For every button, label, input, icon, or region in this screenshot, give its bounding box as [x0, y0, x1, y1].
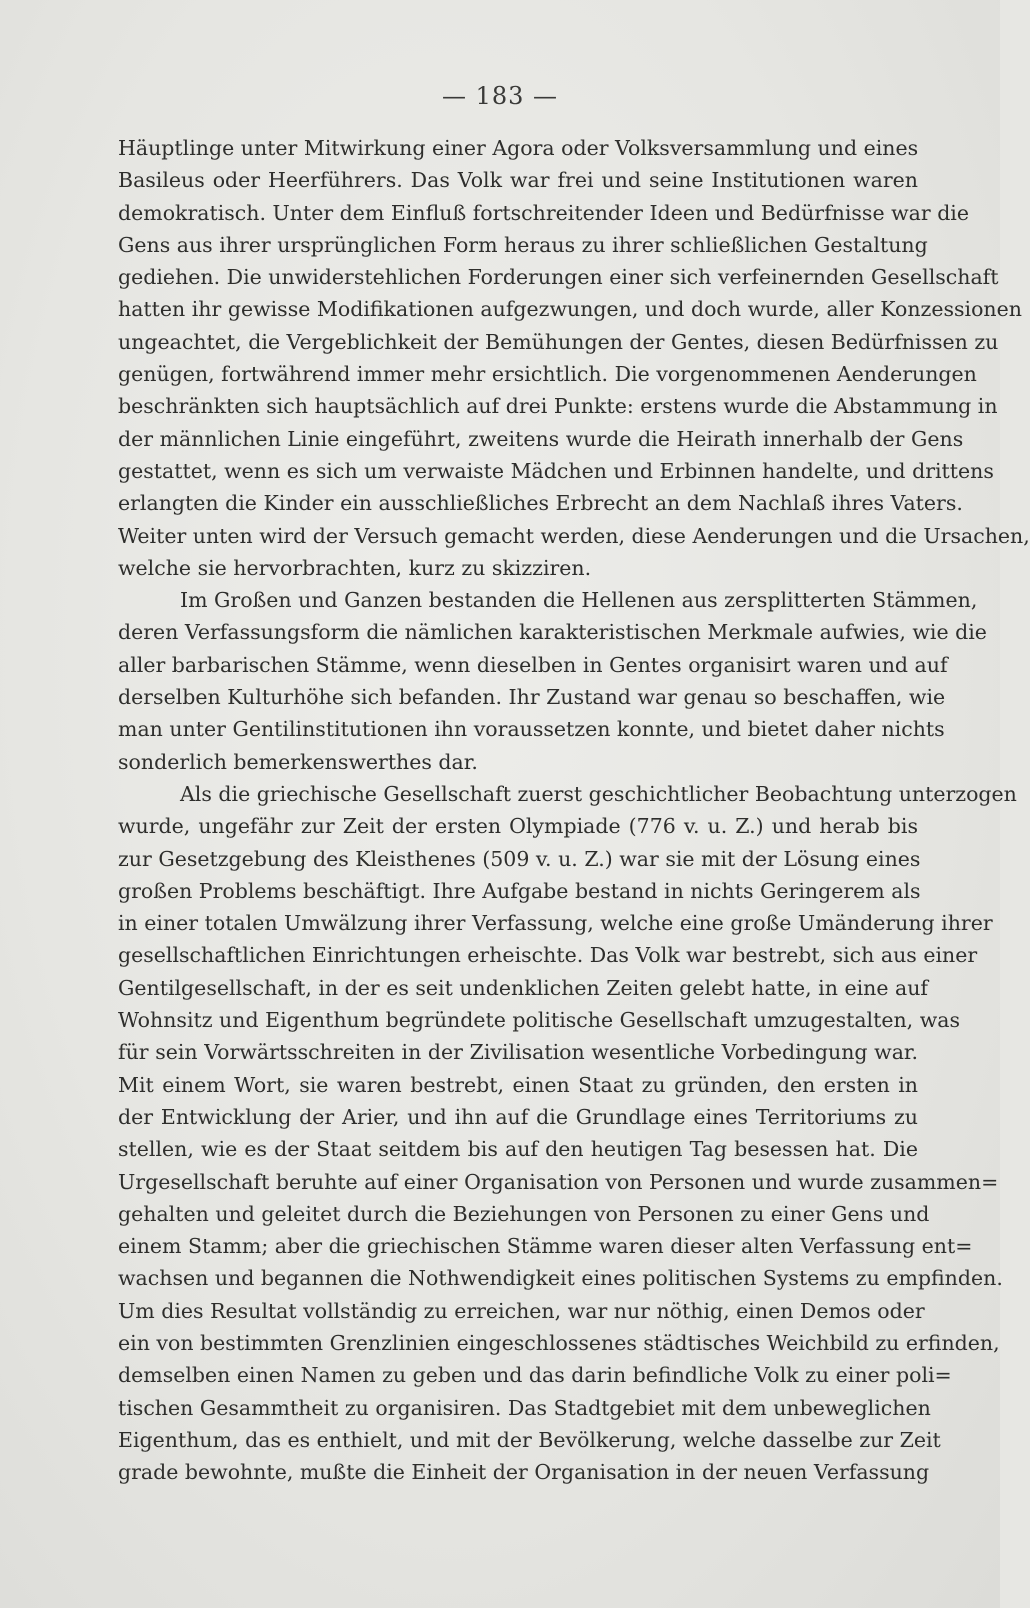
text-line: gestattet, wenn es sich um verwaiste Mädchen und Erbinnen handelte, und drittens [118, 458, 994, 483]
text-line: erlangten die Kinder ein ausschließliches Erbrecht an dem Nachlaß ihres Vaters. [118, 491, 963, 516]
text-line: gesellschaftlichen Einrichtungen erheischte. Das Volk war bestrebt, sich aus einer [118, 943, 978, 968]
text-line: für sein Vorwärtsschreiten in der Zivilisation wesentliche Vorbedingung war. [118, 1040, 918, 1065]
text-line: Im Großen und Ganzen bestanden die Hellenen aus zersplitterten Stämmen, [180, 588, 978, 613]
body-text [118, 132, 1030, 1488]
text-line: demokratisch. Unter dem Einfluß fortschreitender Ideen und Bedürfnisse war die [118, 200, 970, 225]
text-line: beschränkten sich hauptsächlich auf drei Punkte: erstens wurde die Abstammung in [118, 394, 998, 419]
text-line: wachsen und begannen die Nothwendigkeit eines politischen Systems zu empfinden. [118, 1266, 1003, 1291]
text-line: Gens aus ihrer ursprünglichen Form heraus zu ihrer schließlichen Gestaltung [118, 232, 928, 257]
text-line: Urgesellschaft beruhte auf einer Organisation von Personen und wurde zusammen= [118, 1169, 999, 1194]
text-line: deren Verfassungsform die nämlichen karakteristischen Merkmale aufwies, wie die [118, 620, 987, 645]
text-line: wurde, ungefähr zur Zeit der ersten Olympiade (776 v. u. Z.) und herab bis [118, 814, 918, 839]
text-line: stellen, wie es der Staat seitdem bis auf den heutigen Tag besessen hat. Die [118, 1137, 918, 1162]
text-line: ein von bestimmten Grenzlinien eingeschlossenes städtisches Weichbild zu erfinden, [118, 1330, 1000, 1355]
text-line: Weiter unten wird der Versuch gemacht werden, diese Aenderungen und die Ursachen, [118, 523, 1030, 548]
text-line: derselben Kulturhöhe sich befanden. Ihr Zustand war genau so beschaffen, wie [118, 685, 946, 710]
text-line: Wohnsitz und Eigenthum begründete politische Gesellschaft umzugestalten, was [118, 1008, 961, 1033]
text-line: hatten ihr gewisse Modifikationen aufgezwungen, und doch wurde, aller Konzessionen [118, 297, 1022, 322]
text-line: der männlichen Linie eingeführt, zweitens wurde die Heirath innerhalb der Gens [118, 426, 964, 451]
text-line: ungeachtet, die Vergeblichkeit der Bemühungen der Gentes, diesen Bedürfnissen zu [118, 329, 999, 354]
text-line: genügen, fortwährend immer mehr ersichtlich. Die vorgenommenen Aenderungen [118, 362, 977, 387]
text-line: grade bewohnte, mußte die Einheit der Organisation in der neuen Verfassung [118, 1460, 930, 1485]
text-line: Gentilgesellschaft, in der es seit undenklichen Zeiten gelebt hatte, in eine auf [118, 975, 929, 1000]
text-line: Basileus oder Heerführers. Das Volk war frei und seine Institutionen waren [118, 168, 918, 193]
text-line: Eigenthum, das es enthielt, und mit der Bevölkerung, welche dasselbe zur Zeit [118, 1427, 941, 1452]
text-line: gediehen. Die unwiderstehlichen Forderungen einer sich verfeinernden Gesellschaft [118, 265, 999, 290]
text-line: Mit einem Wort, sie waren bestrebt, einen Staat zu gründen, den ersten in [118, 1072, 918, 1097]
text-line: welche sie hervorbrachten, kurz zu skizziren. [118, 555, 592, 580]
text-line: Häuptlinge unter Mitwirkung einer Agora oder Volksversammlung und eines [118, 136, 919, 160]
page-number: — 183 — [441, 82, 559, 110]
text-line: demselben einen Namen zu geben und das darin befindliche Volk zu einer poli= [118, 1363, 952, 1388]
text-line: gehalten und geleitet durch die Beziehungen von Personen zu einer Gens und [118, 1201, 930, 1226]
paragraph [118, 132, 1030, 584]
text-line: aller barbarischen Stämme, wenn dieselben in Gentes organisirt waren und auf [118, 652, 948, 677]
text-line: man unter Gentilinstitutionen ihn voraussetzen konnte, und bietet daher nichts [118, 717, 945, 742]
text-line: in einer totalen Umwälzung ihrer Verfassung, welche eine große Umänderung ihrer [118, 911, 993, 936]
text-line: tischen Gesammtheit zu organisiren. Das Stadtgebiet mit dem unbeweglichen [118, 1395, 931, 1420]
text-line: einem Stamm; aber die griechischen Stämme waren dieser alten Verfassung ent= [118, 1234, 973, 1259]
text-line: großen Problems beschäftigt. Ihre Aufgabe bestand in nichts Geringerem als [118, 878, 921, 903]
text-line: sonderlich bemerkenswerthes dar. [118, 749, 478, 774]
paragraph [118, 584, 987, 778]
text-line: der Entwicklung der Arier, und ihn auf die Grundlage eines Territoriums zu [118, 1104, 918, 1129]
text-line: Um dies Resultat vollständig zu erreichen, war nur nöthig, einen Demos oder [118, 1298, 925, 1323]
text-line: zur Gesetzgebung des Kleisthenes (509 v. u. Z.) war sie mit der Lösung eines [118, 846, 921, 871]
text-line: Als die griechische Gesellschaft zuerst geschichtlicher Beobachtung unterzogen [180, 781, 1017, 806]
paragraph [118, 778, 1017, 1489]
